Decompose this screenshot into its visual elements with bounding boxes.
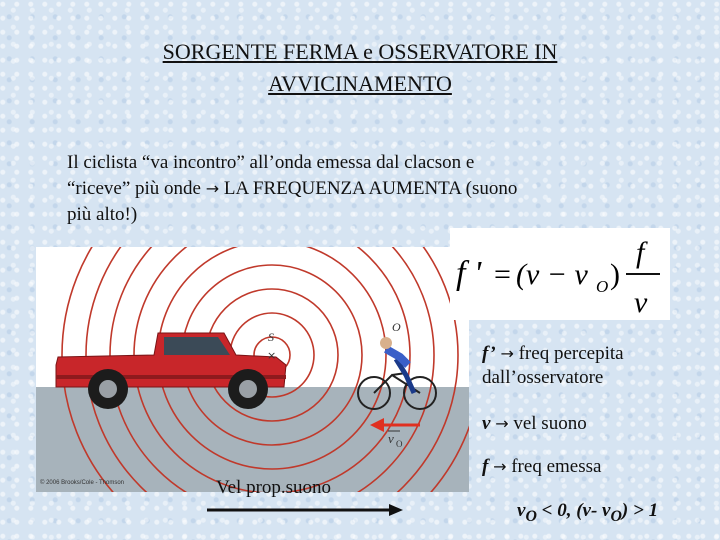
formula-lhs: f ' — [456, 255, 482, 292]
right-arrow-icon: → — [493, 457, 507, 476]
observer-label: O — [392, 320, 401, 334]
right-arrow-icon: → — [500, 344, 514, 363]
condition-pre: v — [517, 500, 526, 521]
observer-velocity-sub: O — [396, 439, 403, 449]
title-line-1: SORGENTE FERMA e OSSERVATORE IN — [162, 39, 558, 64]
f-text: freq emessa — [511, 456, 602, 477]
intro-line-1: Il ciclista “va incontro” all’onda emessa dal clacson e — [67, 152, 475, 173]
formula-denominator: v — [634, 286, 648, 319]
intro-line-2-b: LA FREQUENZA AUMENTA (suono — [223, 178, 518, 199]
doppler-illustration — [36, 247, 469, 492]
right-arrow-icon: → — [205, 179, 220, 198]
formula-numerator: f — [636, 236, 645, 269]
copyright-note: © 2006 Brooks/Cole - Thomson — [40, 480, 125, 486]
source-label: S — [268, 330, 274, 344]
legend-v — [482, 412, 587, 436]
fprime-text: freq percepita — [518, 343, 624, 364]
title-line-2: AVVICINAMENTO — [268, 71, 452, 96]
intro-line-3: più alto!) — [67, 204, 138, 225]
v-text: vel suono — [513, 413, 587, 434]
right-arrow-icon: → — [495, 414, 509, 433]
legend-fprime — [482, 342, 624, 390]
condition-post: ) > 1 — [621, 500, 659, 521]
condition-sub-1: O — [525, 507, 537, 525]
formula-equals: = — [494, 258, 511, 291]
fprime-text-2: dall’osservatore — [482, 367, 604, 388]
v-symbol: v — [482, 413, 491, 434]
intro-line-2 — [67, 176, 667, 202]
doppler-formula — [450, 228, 670, 320]
legend-f — [482, 455, 601, 479]
fprime-symbol: f’ — [482, 343, 496, 364]
observer-velocity-label: v — [388, 431, 394, 446]
condition-mid: < 0, (v- v — [536, 500, 611, 521]
source-marker-icon: × — [267, 349, 277, 362]
sound-propagation-arrow-icon — [205, 502, 405, 518]
observer-velocity-condition — [517, 500, 658, 526]
doppler-figure — [36, 247, 469, 492]
intro-line-2-a: “riceve” più onde — [67, 178, 201, 199]
slide-title — [60, 36, 660, 100]
formula-paren-close: ) — [610, 258, 620, 291]
condition-sub-2: O — [610, 507, 622, 525]
formula-paren-open: (v − v — [516, 258, 588, 291]
formula-subscript: O — [596, 277, 609, 296]
intro-paragraph — [67, 150, 667, 228]
sound-propagation-label: Vel prop.suono — [216, 477, 332, 498]
f-symbol: f — [482, 456, 489, 477]
